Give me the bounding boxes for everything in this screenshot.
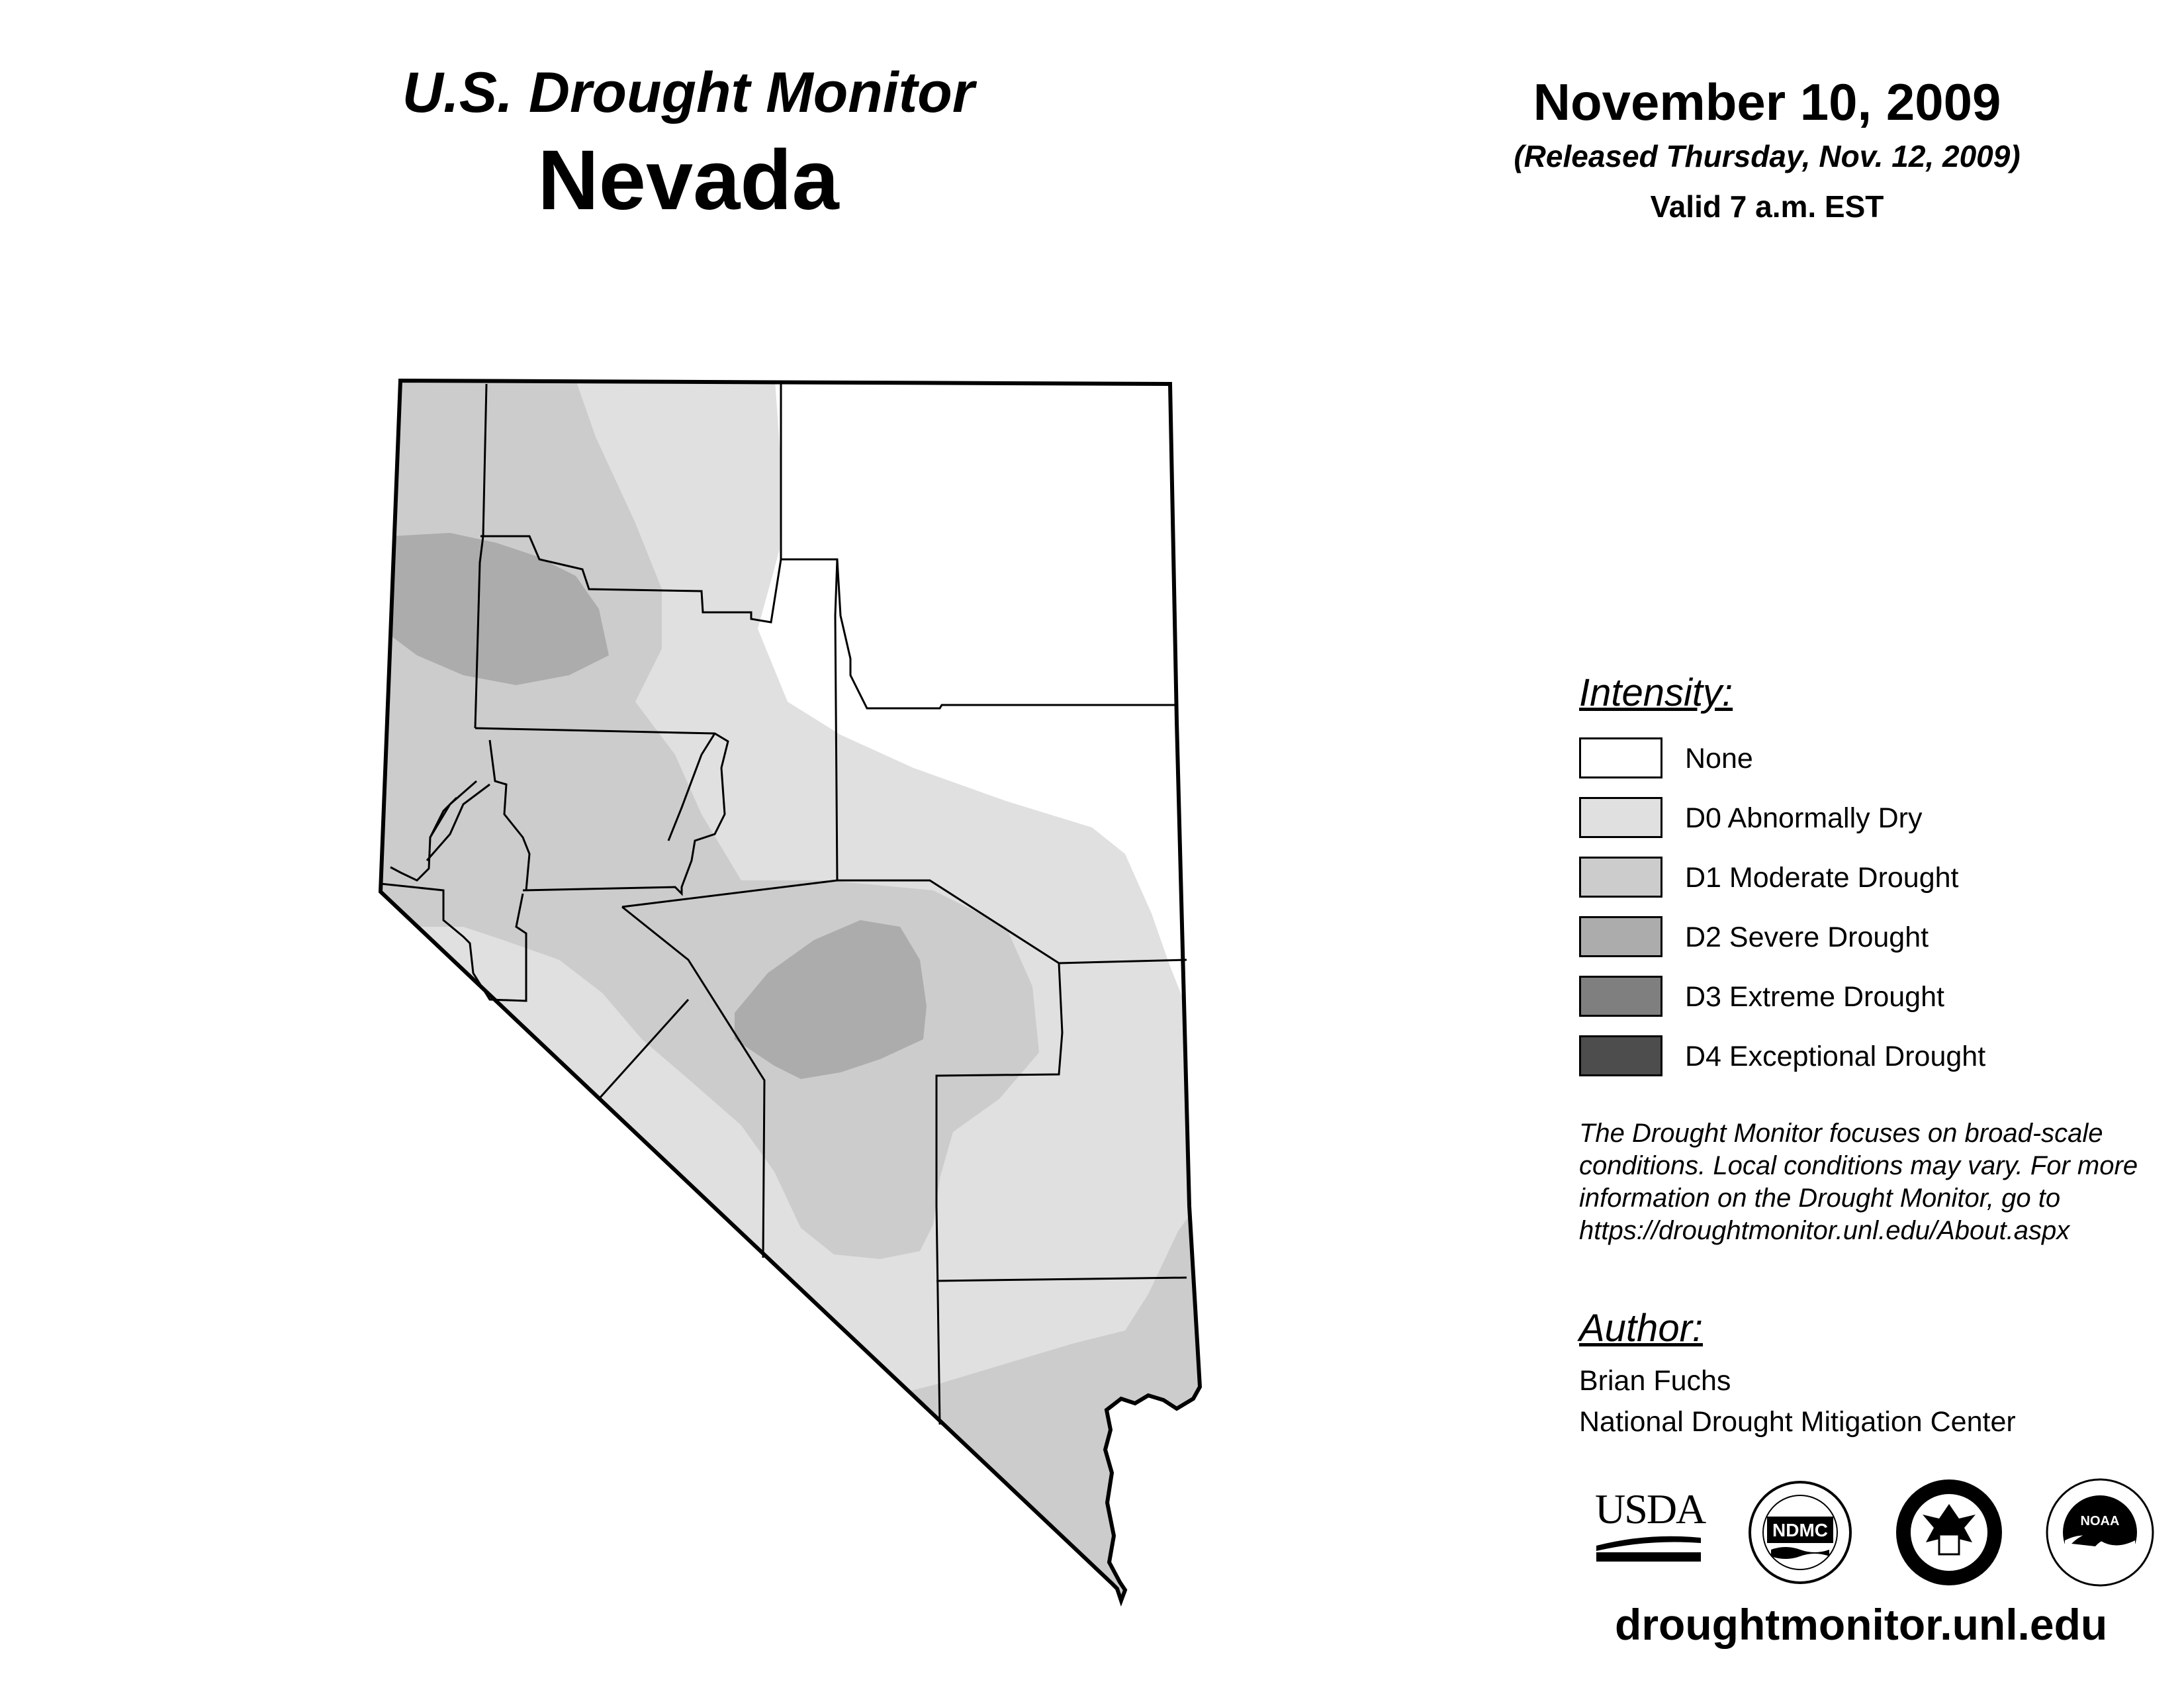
valid-time: Valid 7 a.m. EST (1650, 189, 1884, 224)
usda-logo-swoosh (1595, 1532, 1704, 1566)
author-name: Brian Fuchs (1579, 1365, 1731, 1397)
note-line: The Drought Monitor focuses on broad-scale (1579, 1119, 2103, 1148)
usda-logo-text: USDA (1595, 1485, 1706, 1532)
note-url: https://droughtmonitor.unl.edu/About.aspx (1579, 1216, 2070, 1245)
map-date: November 10, 2009 (1533, 73, 2001, 131)
intensity-heading: Intensity: (1579, 671, 1733, 714)
state-title: Nevada (537, 133, 839, 228)
legend-label: None (1685, 743, 1753, 774)
legend-label: D2 Severe Drought (1685, 921, 1929, 953)
legend-swatch (1579, 1035, 1662, 1076)
legend-label: D1 Moderate Drought (1685, 862, 1959, 894)
ndmc-logo (1747, 1479, 1853, 1585)
author-organization: National Drought Mitigation Center (1579, 1406, 2016, 1438)
legend-swatch (1579, 737, 1662, 778)
usda-logo (1595, 1486, 1704, 1566)
legend-swatch (1579, 857, 1662, 898)
legend-label: D4 Exceptional Drought (1685, 1041, 1986, 1072)
note-line: information on the Drought Monitor, go to (1579, 1184, 2061, 1213)
drought-areas (364, 371, 1211, 1615)
website-link[interactable]: droughtmonitor.unl.edu (1615, 1600, 2108, 1649)
legend-label: D3 Extreme Drought (1685, 981, 1944, 1013)
note-line: conditions. Local conditions may vary. For more (1579, 1151, 2138, 1180)
ndmc-logo-text: NDMC (1772, 1520, 1828, 1540)
noaa-logo (2045, 1477, 2155, 1587)
author-heading: Author: (1579, 1307, 1703, 1350)
legend-label: D0 Abnormally Dry (1685, 802, 1923, 834)
legend-swatch (1579, 797, 1662, 838)
release-date: (Released Thursday, Nov. 12, 2009) (1514, 139, 2021, 173)
legend-swatch (1579, 976, 1662, 1017)
commerce-seal-logo (1894, 1477, 2004, 1587)
monitor-title: U.S. Drought Monitor (402, 61, 975, 124)
legend-swatch (1579, 916, 1662, 957)
noaa-logo-text: NOAA (2080, 1514, 2120, 1528)
disclaimer-note (1579, 1117, 2175, 1247)
